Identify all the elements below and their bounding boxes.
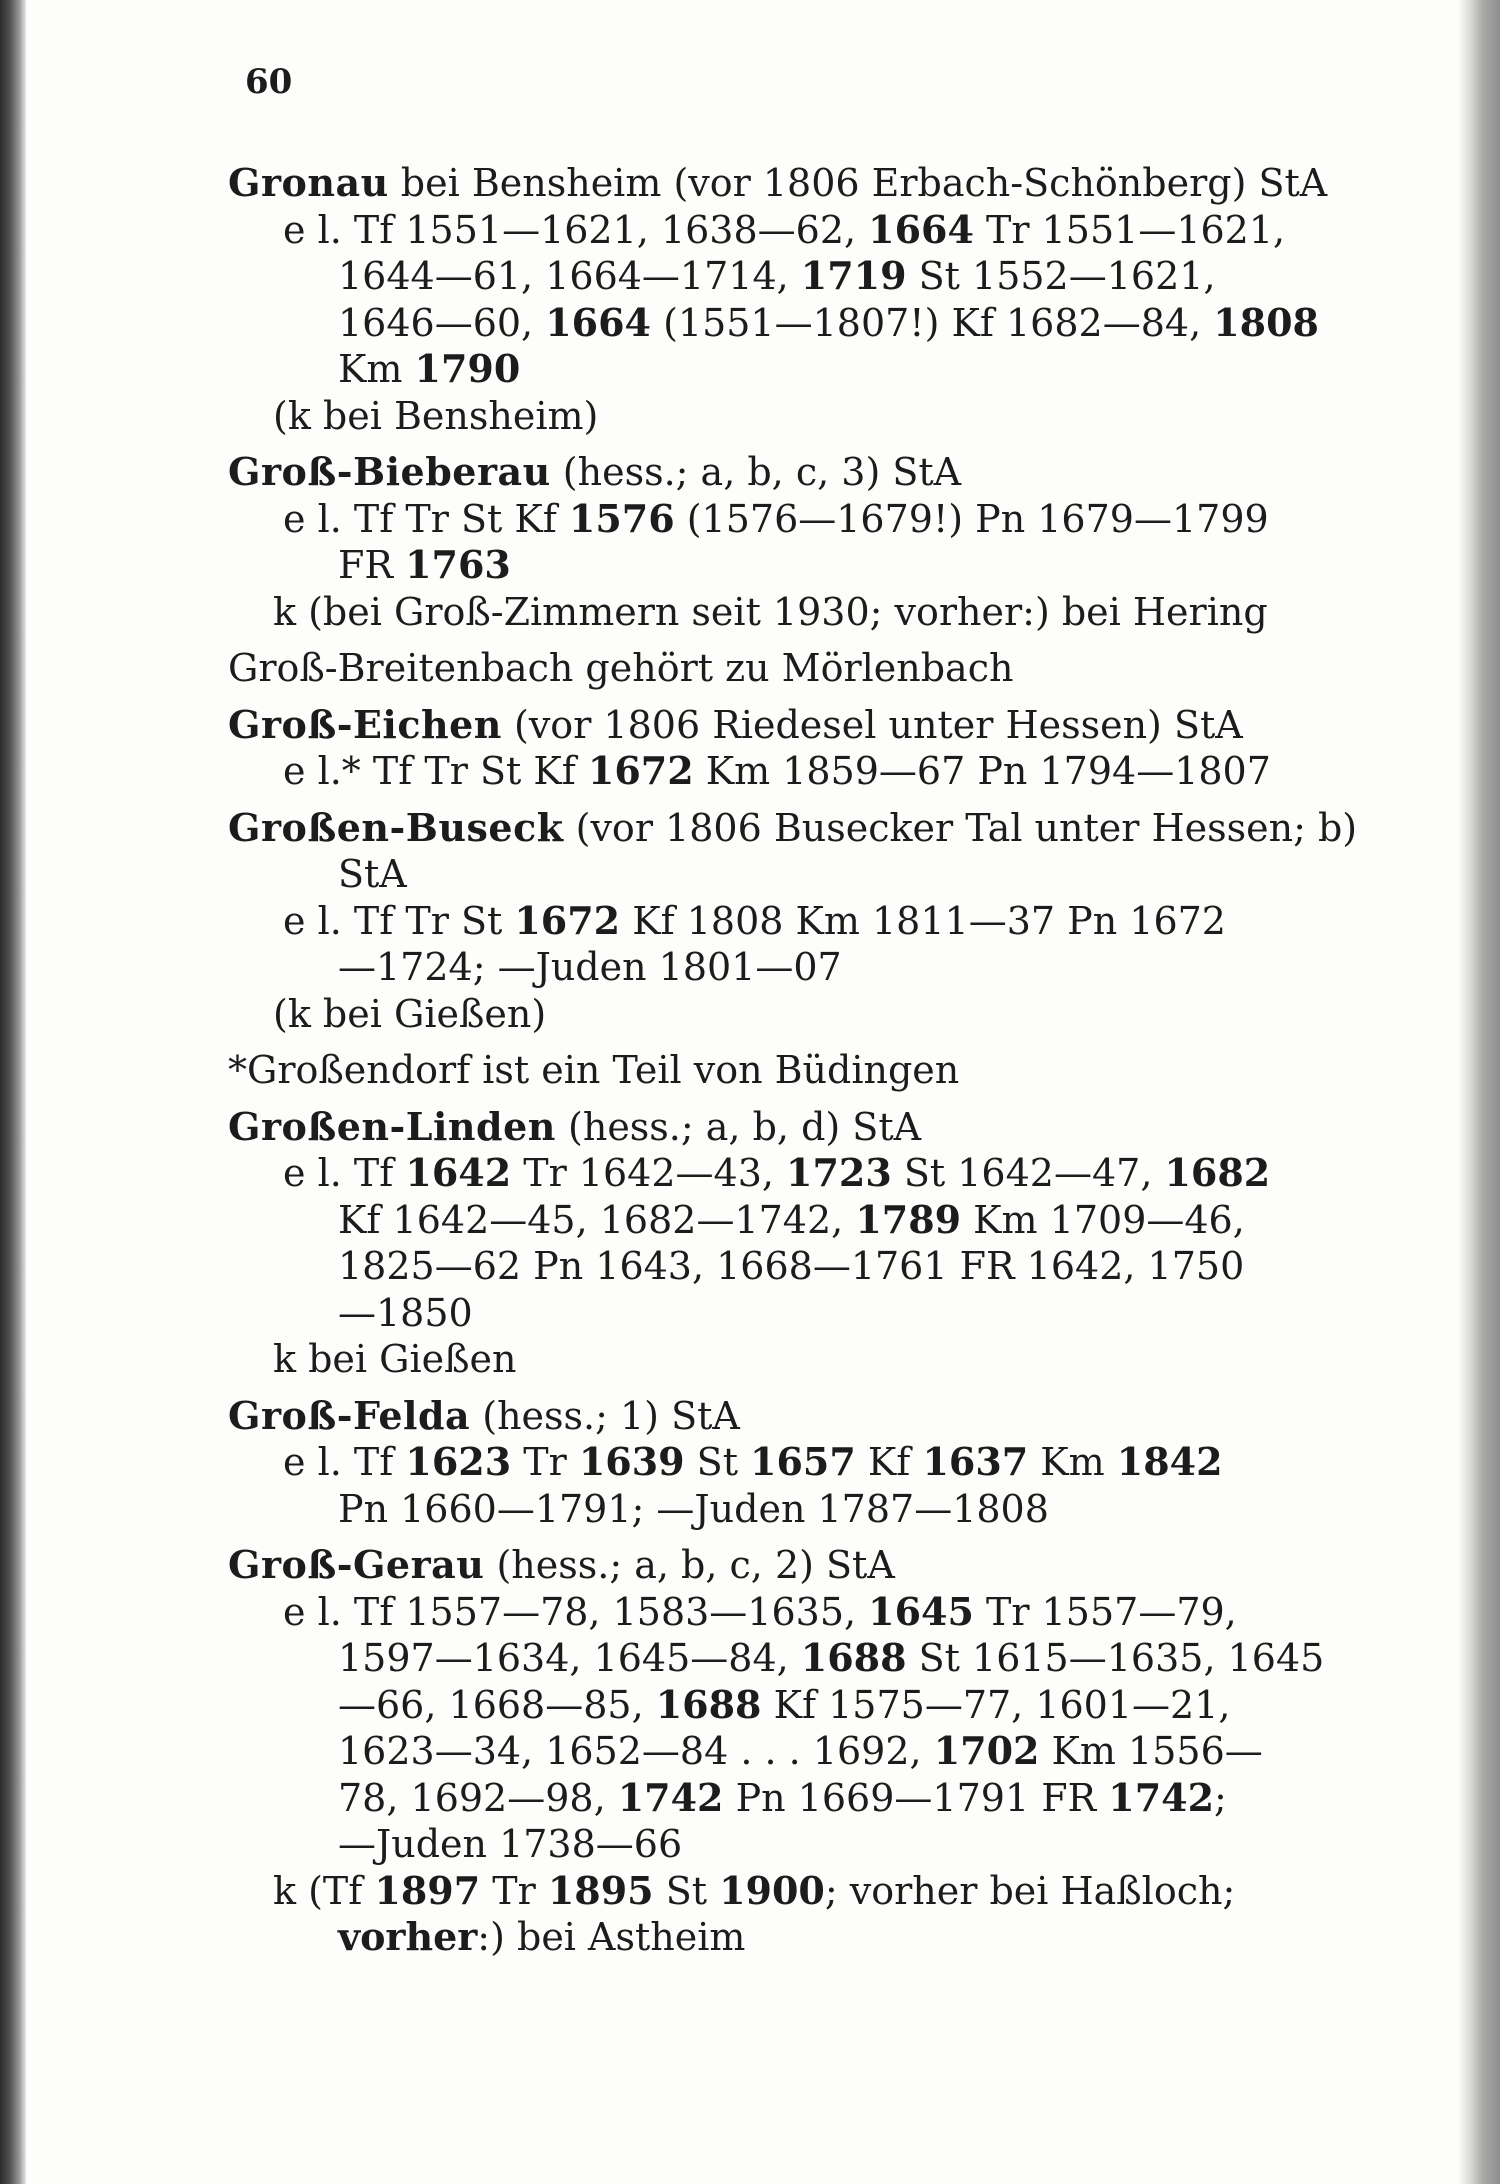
place-entry [228,1393,1318,1533]
entry-text: e l. Tf Tr St [283,898,515,943]
entry-text: e l. Tf 1551—1621, 1638—62, [283,207,869,252]
entry-heading-line [228,449,1318,496]
entry-detail-line [228,1775,1318,1822]
entry-text: e l. Tf [283,1151,406,1195]
entry-text: Km [1028,1440,1117,1484]
entry-text: 1646—60, [338,300,546,345]
entry-text: —1724; —Juden 1801—07 [338,945,842,989]
entry-text: e l. Tf [283,1440,406,1484]
entry-detail-line [228,898,1318,945]
bold-year: 1842 [1116,1439,1223,1484]
entry-detail-line [228,1868,1318,1915]
entry-text: St [653,1868,720,1913]
entry-text: 1623—34, 1652—84 . . . 1692, [338,1729,934,1773]
entry-detail-line [228,1914,1318,1961]
entry-text: FR [338,543,406,587]
entry-detail-line [228,207,1318,254]
entry-text: Tr 1642—43, [511,1151,787,1195]
place-entry [228,702,1318,795]
bold-year: 1900 [719,1867,825,1913]
bold-year: 1672 [514,897,621,943]
entry-detail-line [228,346,1318,393]
bold-year: 1702 [933,1728,1040,1773]
entry-text: (1576—1679!) Pn 1679—1799 [674,496,1269,541]
bold-year: 1642 [405,1150,512,1195]
page-gutter-shadow [0,0,26,2184]
entry-detail-line [228,1290,1318,1337]
entry-heading-line [228,702,1318,749]
place-entry [228,1047,1318,1094]
entry-detail-line [228,1336,1318,1383]
place-name: Groß-Gerau [228,1542,485,1587]
bold-year: 1672 [587,748,694,793]
entry-text: —Juden 1738—66 [338,1822,683,1866]
bold-year: 1688 [655,1681,762,1727]
entry-text: (vor 1806 Busecker Tal unter Hessen; b) [563,805,1358,850]
bold-year: 1763 [405,542,511,587]
entry-text: Kf [855,1440,923,1484]
entry-detail-line [228,1486,1318,1533]
entry-text: e l.* Tf Tr St Kf [283,749,588,793]
entry-detail-line [228,542,1318,589]
entry-detail-line [228,496,1318,543]
entry-detail-line [228,851,1318,898]
place-entry [228,449,1318,635]
entry-text: Km 1859—67 Pn 1794—1807 [693,749,1271,793]
entry-text: StA [338,852,407,896]
bold-year: 1623 [405,1439,512,1484]
entry-text: Kf 1575—77, 1601—21, [761,1682,1231,1727]
entry-text: Pn 1660—1791; —Juden 1787—1808 [338,1486,1049,1531]
entry-text: —66, 1668—85, [338,1682,656,1727]
bold-year: 1742 [1108,1774,1215,1820]
bold-year: 1664 [545,299,651,345]
place-name: Großen-Linden [228,1103,556,1149]
entry-text: Pn 1669—1791 FR [723,1775,1109,1820]
entry-text: Tr 1557—79, [973,1589,1237,1634]
bold-year: 1723 [786,1150,892,1195]
entry-text: (hess.; a, b, d) StA [555,1104,922,1149]
place-entry [228,160,1328,439]
entry-text: Groß-Breitenbach gehört zu Mörlenbach [228,646,1014,690]
entry-heading-line [228,804,1358,852]
entry-text: (hess.; a, b, c, 3) StA [550,450,962,494]
place-entry [228,645,1318,692]
entry-text: St 1642—47, [891,1151,1165,1195]
entry-text: —1850 [338,1290,473,1335]
entry-text: (hess.; a, b, c, 2) StA [484,1543,895,1587]
bold-year: 1808 [1213,299,1319,345]
bold-year: 1682 [1164,1150,1271,1195]
entry-detail-line [228,1682,1318,1729]
entry-text: k bei Gießen [273,1337,517,1381]
entry-text: Tr [511,1440,579,1484]
entry-text: *Großendorf ist ein Teil von Büdingen [228,1048,960,1092]
place-name: Groß-Eichen [228,701,502,747]
bold-year: 1790 [414,346,521,391]
bold-year: 1645 [868,1588,974,1634]
bold-year: vorher [338,1914,478,1959]
entry-text: (1551—1807!) Kf 1682—84, [650,300,1214,345]
bold-year: 1657 [750,1439,856,1484]
place-entry [228,1104,1318,1383]
entry-detail-line [228,300,1318,347]
bold-year: 1895 [547,1867,654,1913]
bold-year: 1664 [868,206,974,252]
entry-text: (k bei Gießen) [273,991,547,1036]
entry-text: k (Tf [273,1868,375,1913]
entry-text: Tr 1551—1621, [973,207,1286,252]
entry-text: Km [338,347,415,391]
entry-heading-line [228,1393,1318,1440]
entry-text: ; vorher bei Haßloch; [824,1868,1236,1913]
bold-year: 1742 [617,1774,724,1820]
entry-text: e l. Tf Tr St Kf [283,496,569,541]
bold-year: 1789 [855,1196,962,1242]
entry-text: Kf 1642—45, 1682—1742, [338,1197,856,1242]
entry-detail-line [228,253,1318,300]
entry-text: 78, 1692—98, [338,1775,618,1820]
entry-text: 1644—61, 1664—1714, [338,254,801,298]
page-number: 60 [245,62,293,102]
entry-text: :) bei Astheim [477,1915,746,1959]
entry-text: St 1552—1621, [906,254,1216,298]
entry-heading-line [228,1104,1318,1151]
bold-year: 1637 [922,1439,1029,1484]
entry-detail-line [228,748,1318,795]
entry-detail-line [228,589,1318,636]
bold-year: 1688 [800,1635,907,1680]
entry-text: (hess.; 1) StA [470,1393,740,1438]
entry-detail-line [228,393,1318,440]
entry-heading-line [228,645,1318,692]
entry-text: 1597—1634, 1645—84, [338,1636,801,1680]
entry-text: ; [1214,1775,1227,1820]
entry-text: (vor 1806 Riedesel unter Hessen) StA [501,702,1243,747]
place-entry [228,1542,1325,1961]
entry-heading-line [228,1047,1318,1094]
bold-year: 1639 [578,1439,685,1484]
entry-detail-line [228,991,1318,1038]
entry-heading-line [228,1542,1318,1589]
entry-detail-line [228,1439,1318,1486]
entry-text: 1825—62 Pn 1643, 1668—1761 FR 1642, 1750 [338,1244,1245,1288]
page-edge-shadow [1458,0,1500,2184]
entry-detail-line [228,1728,1318,1775]
bold-year: 1897 [374,1867,481,1913]
entry-text: k (bei Groß-Zimmern seit 1930; vorher:) bei Hering [273,589,1268,634]
entry-text: bei Bensheim (vor 1806 Erbach-Schönberg) StA [388,161,1328,205]
gazetteer-entries [228,160,1358,1971]
entry-text: Tr [480,1868,548,1913]
entry-text: Km 1709—46, [961,1197,1245,1242]
place-name: Gronau [228,160,389,205]
entry-text: Kf 1808 Km 1811—37 Pn 1672 [620,898,1226,943]
entry-text: St 1615—1635, 1645 [906,1636,1325,1680]
place-name: Groß-Felda [228,1392,471,1438]
entry-detail-line [228,1821,1318,1868]
entry-text: e l. Tf 1557—78, 1583—1635, [283,1589,869,1634]
entry-text: St [684,1440,751,1484]
entry-detail-line [228,1589,1318,1636]
entry-detail-line [228,1635,1325,1682]
place-name: Großen-Buseck [228,804,564,850]
entry-heading-line [228,160,1328,207]
place-name: Groß-Bieberau [228,449,551,494]
entry-text: (k bei Bensheim) [273,393,599,438]
bold-year: 1719 [800,253,907,298]
place-entry [228,804,1358,1038]
entry-text: Km 1556— [1039,1729,1263,1773]
entry-detail-line [228,1197,1318,1244]
entry-detail-line [228,944,1318,991]
bold-year: 1576 [568,495,675,541]
entry-detail-line [228,1150,1318,1197]
entry-detail-line [228,1243,1318,1290]
